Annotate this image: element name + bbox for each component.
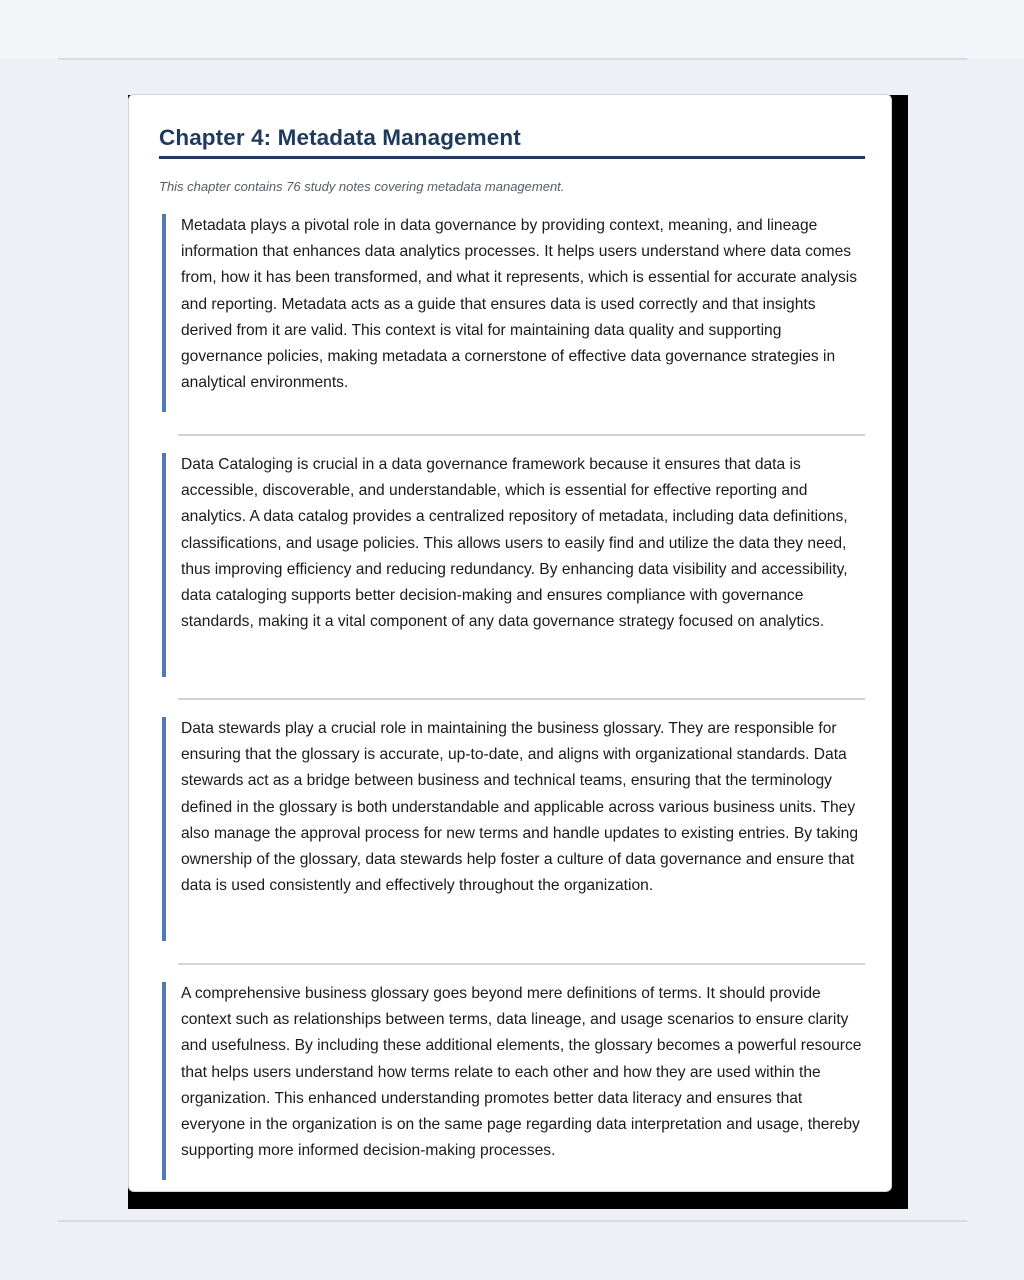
document-page (128, 94, 892, 1192)
note-divider (178, 434, 865, 436)
study-note (162, 717, 865, 941)
note-divider (178, 963, 865, 965)
study-note (162, 982, 865, 1180)
study-note-text: Data Cataloging is crucial in a data governance framework because it ensures that data is accessible, discoverable, and understandable, which is essential for effective reporting and analytics. A data catalog provides a centralized repository of metadata, including data definitions, classifications, and usage policies. This allows users to easily find and utilize the data they need, thus improving efficiency and reducing redundancy. By enhancing data visibility and accessibility, data cataloging supports better decision-making and ensures compliance with governance standards, making it a vital component of any data governance strategy focused on analytics. (181, 456, 848, 631)
note-divider (178, 698, 865, 700)
study-note (162, 214, 865, 412)
study-note-text: Data stewards play a crucial role in maintaining the business glossary. They are responsible for ensuring that the glossary is accurate, up-to-date, and aligns with organizational standards. Data stewards act as a bridge between business and technical teams, ensuring that the terminology defined in the glossary is both understandable and applicable across various business units. They also manage the approval process for new terms and handle updates to existing entries. By taking ownership of the glossary, data stewards help foster a culture of data governance and ensure that data is used consistently and effectively throughout the organization. (181, 720, 858, 895)
study-note (162, 453, 865, 677)
bottom-rule (58, 1220, 967, 1222)
top-band (0, 0, 1024, 58)
study-note-text: A comprehensive business glossary goes beyond mere definitions of terms. It should provide context such as relationships between terms, data lineage, and usage scenarios to ensure clarity and usefulness. By including these additional elements, the glossary becomes a powerful resource that helps users understand how terms relate to each other and how they are used within the organization. This enhanced understanding promotes better data literacy and ensures that everyone in the organization is on the same page regarding data interpretation and usage, thereby supporting more informed decision-making processes. (181, 985, 862, 1160)
study-note-text: Metadata plays a pivotal role in data governance by providing context, meaning, and lineage information that enhances data analytics processes. It helps users understand where data comes from, how it has been transformed, and what it represents, which is essential for accurate analysis and reporting. Metadata acts as a guide that ensures data is used correctly and that insights derived from it are valid. This context is vital for maintaining data quality and supporting governance policies, making metadata a cornerstone of effective data governance strategies in analytical environments. (181, 217, 858, 392)
chapter-title: Chapter 4: Metadata Management (159, 125, 521, 150)
title-underline (159, 156, 865, 159)
top-rule (58, 58, 967, 60)
chapter-intro: This chapter contains 76 study notes covering metadata management. (159, 179, 565, 194)
